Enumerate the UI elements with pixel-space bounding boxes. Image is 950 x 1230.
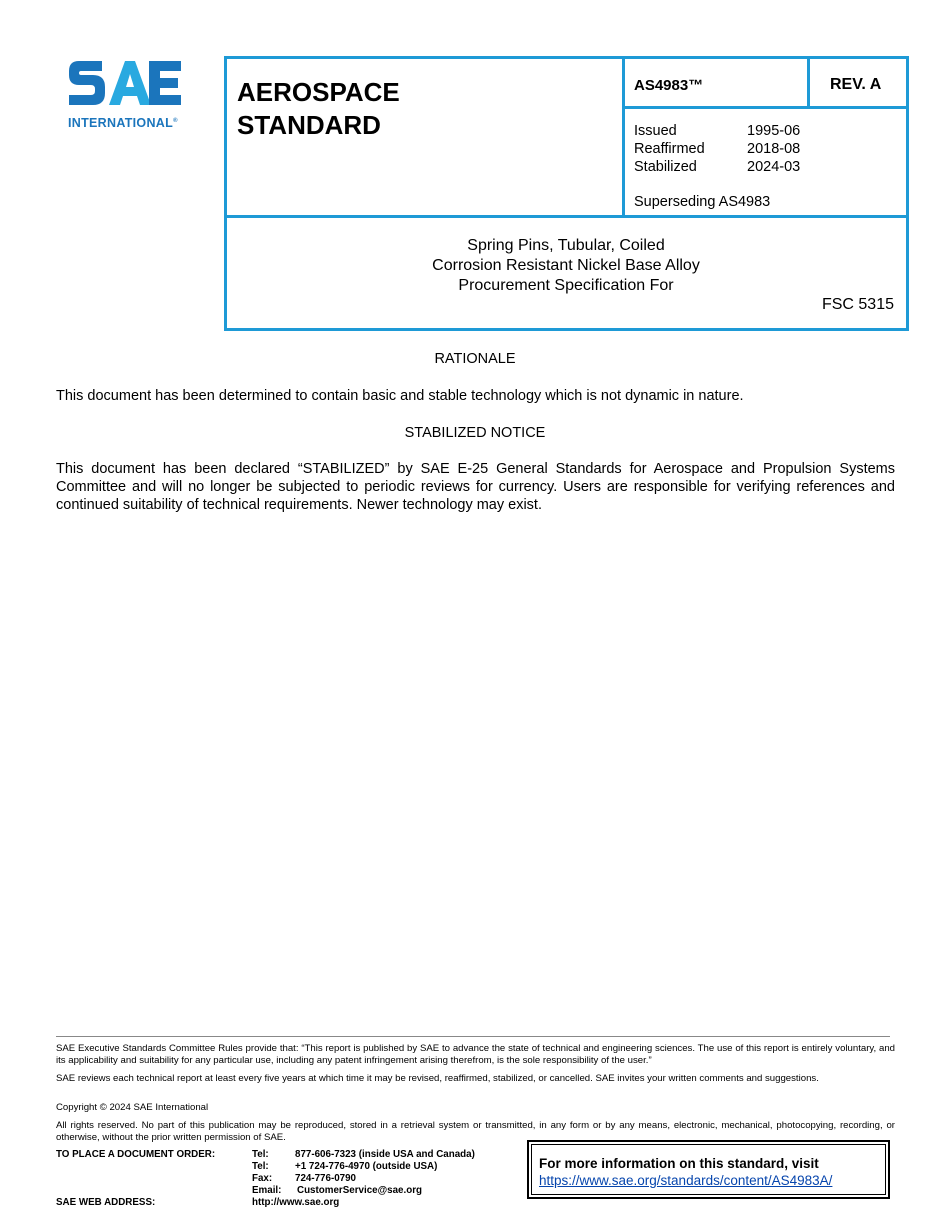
rationale-heading: RATIONALE xyxy=(434,351,516,367)
contact-tel-value-2: +1 724-776-4970 (outside USA) xyxy=(295,1161,438,1172)
date-row-stabilized: Stabilized 2024-03 xyxy=(634,159,801,175)
contact-email-value: CustomerService@sae.org xyxy=(297,1185,422,1196)
rationale-text: This document has been determined to contain basic and stable technology which is not dynamic in nature. xyxy=(56,388,744,404)
web-address-label: SAE WEB ADDRESS: xyxy=(56,1197,156,1208)
contact-tel-label-2: Tel: xyxy=(252,1161,269,1172)
document-title xyxy=(300,236,832,296)
stabilized-notice-text: This document has been declared “STABILIZED” by SAE E-25 General Standards for Aerospace and Propulsion Systems Committee and will no longer be subjected to periodic reviews for currency. Users are responsible for verifying references and continued suitability of technical requirements. Newer technology may exist. xyxy=(56,461,895,513)
contact-tel-value-1: 877-606-7323 (inside USA and Canada) xyxy=(295,1149,475,1160)
web-address-value: http://www.sae.org xyxy=(252,1197,340,1208)
rev-divider-vertical xyxy=(807,56,810,109)
review-policy-text: SAE reviews each technical report at least every five years at which time it may be revised, reaffirmed, stabilized, or cancelled. SAE invites your written comments and suggestions. xyxy=(56,1073,819,1084)
order-label: TO PLACE A DOCUMENT ORDER: xyxy=(56,1149,216,1160)
standard-link[interactable]: https://www.sae.org/standards/content/AS4983A/ xyxy=(539,1173,833,1188)
title-line-2: Corrosion Resistant Nickel Base Alloy xyxy=(432,257,700,274)
logo-subtitle: INTERNATIONAL® xyxy=(68,116,178,130)
sae-logo-mark-icon xyxy=(65,53,183,113)
contact-fax-label: Fax: xyxy=(252,1173,273,1184)
contact-email-label: Email: xyxy=(252,1185,282,1196)
title-line-1: Spring Pins, Tubular, Coiled xyxy=(467,237,665,254)
document-type: AEROSPACE STANDARD xyxy=(237,77,400,140)
title-line-3: Procurement Specification For xyxy=(458,277,674,294)
date-row-reaffirmed: Reaffirmed 2018-08 xyxy=(634,141,801,157)
number-divider-horizontal xyxy=(622,106,909,109)
fsc-code: FSC 5315 xyxy=(821,296,894,313)
superseding-note: Superseding AS4983 xyxy=(634,194,771,210)
copyright-text: Copyright © 2024 SAE International xyxy=(56,1102,209,1113)
contact-fax-value: 724-776-0790 xyxy=(295,1173,357,1184)
revision-label: REV. A xyxy=(830,76,882,93)
rights-reserved-text: All rights reserved. No part of this publication may be reproduced, stored in a retrieval system or transmitted, in any form or by any means, electronic, mechanical, photocopying, recording, or otherwise, without the prior written permission of SAE. xyxy=(56,1120,895,1143)
more-info-box-inner xyxy=(531,1144,886,1195)
date-row-issued: Issued 1995-06 xyxy=(634,123,801,139)
footer-divider xyxy=(56,1036,890,1037)
header-divider-vertical xyxy=(622,56,625,218)
document-number: AS4983™ xyxy=(634,77,704,94)
more-info-box xyxy=(527,1140,890,1199)
stabilized-notice-heading: STABILIZED NOTICE xyxy=(404,425,546,441)
title-divider-horizontal xyxy=(224,215,909,218)
sae-logo xyxy=(62,50,192,140)
committee-rules-text: SAE Executive Standards Committee Rules provide that: “This report is published by SAE to advance the state of technical and engineering sciences. The use of this report is entirely voluntary, and its applicability and suitability for any particular use, including any patent infringement arising therefrom, is the sole responsibility of the user.” xyxy=(56,1043,895,1066)
more-info-heading: For more information on this standard, visit xyxy=(539,1156,819,1171)
contact-tel-label-1: Tel: xyxy=(252,1149,269,1160)
